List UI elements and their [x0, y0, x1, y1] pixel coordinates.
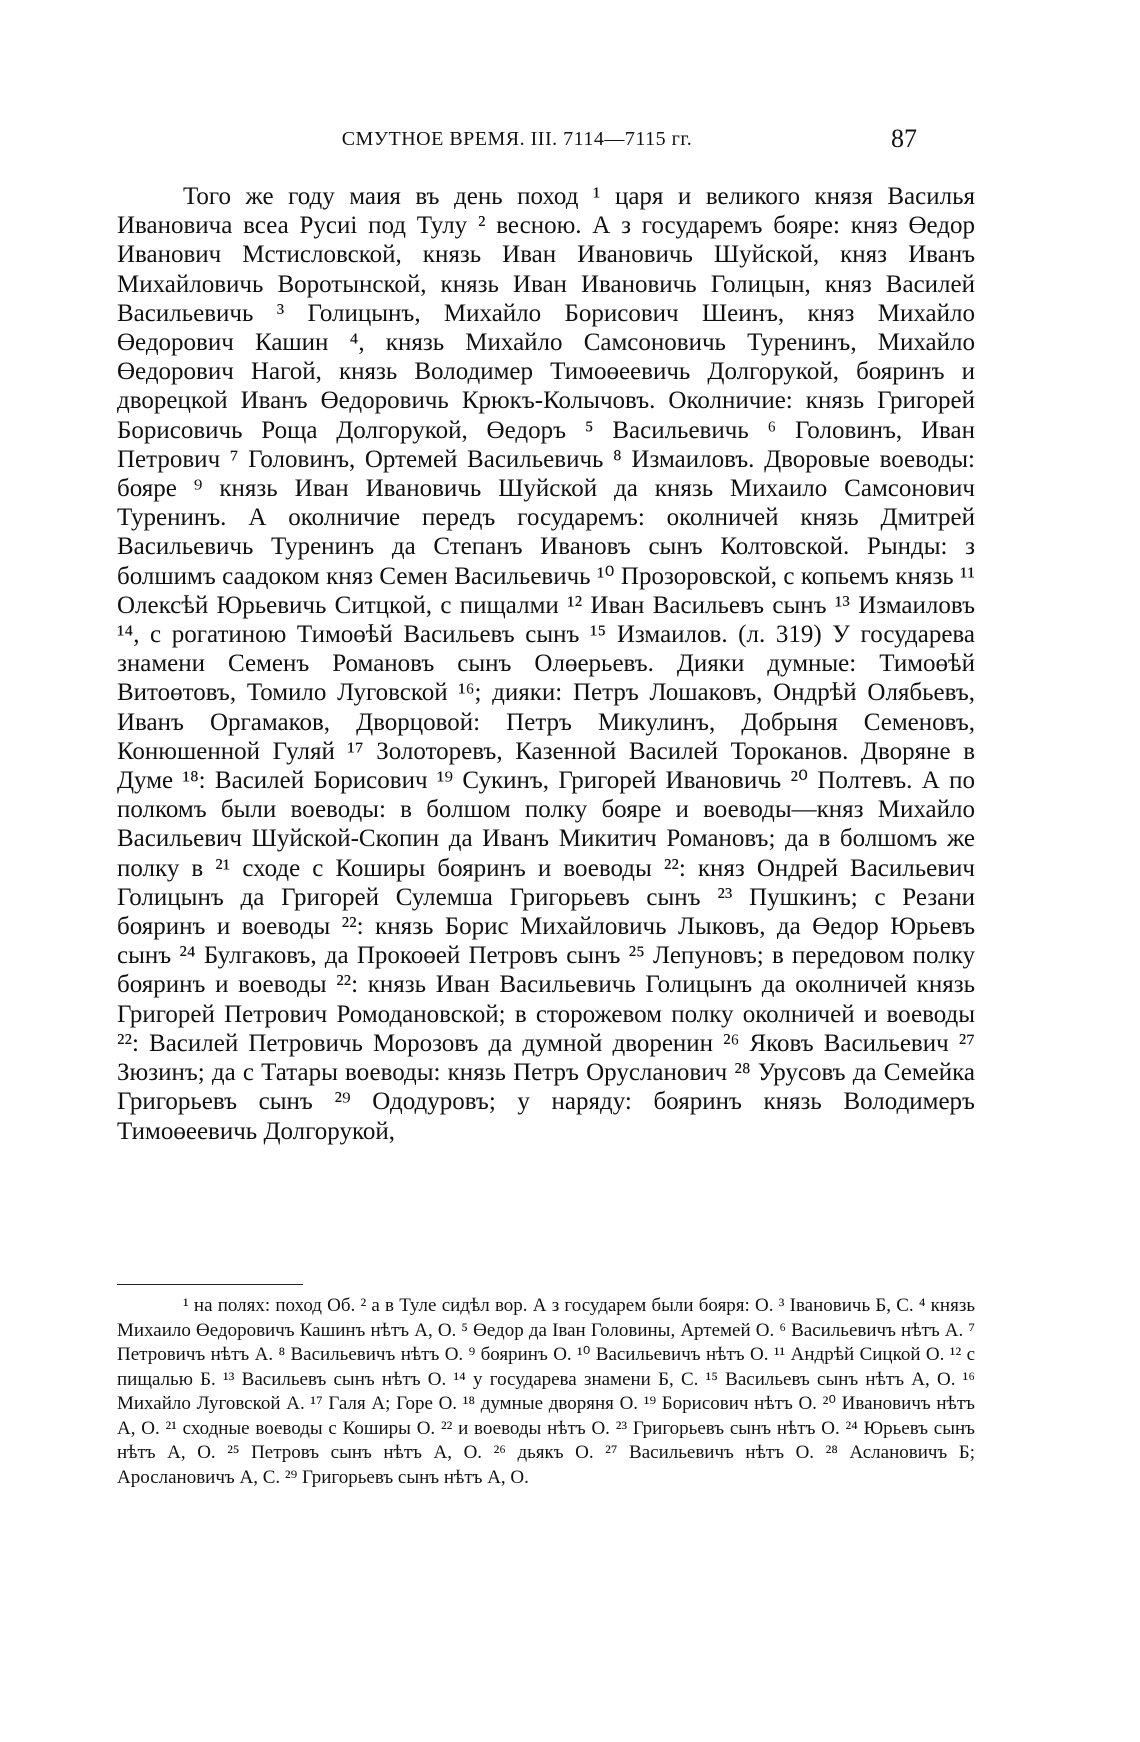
footnote-divider: [117, 1284, 303, 1285]
footnotes-paragraph: ¹ на полях: поход Об. ² а в Туле сидѣл вор. А з государем были бояря: О. ³ Івановичь Б, С. ⁴ князь Михаило Өедоровичъ Кашинъ нѣтъ А, О. ⁵ Өедор да Іван Головины, Артемей О. ⁶ Васильевичъ нѣтъ А. ⁷ Петровичъ нѣтъ А. ⁸ Васильевичъ нѣтъ О. ⁹ бояринъ О. ¹⁰ Васильевичъ нѣтъ О. ¹¹ Андрѣй Сицкой О. ¹² с пищалью Б. ¹³ Васильевъ сынъ нѣтъ О. ¹⁴ у государева знамени Б, С. ¹⁵ Васильевъ сынъ нѣтъ А, О. ¹⁶ Михайло Луговской А. ¹⁷ Галя А; Горе О. ¹⁸ думные дворяня О. ¹⁹ Борисович нѣтъ О. ²⁰ Ивановичъ нѣтъ А, О. ²¹ сходные воеводы с Коширы О. ²² и воеводы нѣтъ О. ²³ Григорьевъ сынъ нѣтъ О. ²⁴ Юрьевъ сынъ нѣтъ А, О. ²⁵ Петровъ сынъ нѣтъ А, О. ²⁶ дьякъ О. ²⁷ Васильевичъ нѣтъ О. ²⁸ Аслановичъ Б; Арослановичъ А, С. ²⁹ Григорьевъ сынъ нѣтъ А, О.: [117, 1295, 975, 1488]
main-text: [117, 182, 975, 1146]
running-title: СМУТНОЕ ВРЕМЯ. III. 7114—7115 гг.: [341, 128, 693, 150]
footnotes: [117, 1294, 975, 1490]
page-number: 87: [891, 124, 917, 153]
main-paragraph: Того же году маия въ день поход ¹ царя и великого князя Василья Ивановича всеа Русиі под Тулу ² весною. А з государемъ бояре: княз Өедор Иванович Мстисловской, князь Иван Ивановичь Шуйской, княз Иванъ Михайловичь Воротынской, князь Иван Ивановичь Голицын, княз Василей Васильевичь ³ Голицынъ, Михайло Борисович Шеинъ, княз Михайло Өедорович Кашин ⁴, князь Михайло Самсоновичь Туренинъ, Михайло Өедорович Нагой, князь Володимер Тимоөеевичь Долгорукой, бояринъ и дворецкой Иванъ Өедоровичь Крюкъ-Колычовъ. Околничие: князь Григорей Борисовичь Роща Долгорукой, Өедоръ ⁵ Васильевичь ⁶ Головинъ, Иван Петрович ⁷ Головинъ, Ортемей Васильевичь ⁸ Измаиловъ. Дворовые воеводы: бояре ⁹ князь Иван Ивановичь Шуйской да князь Михаило Самсонович Туренинъ. А околничие передъ государемъ: околничей князь Дмитрей Васильевичь Туренинъ да Степанъ Ивановъ сынъ Колтовской. Рынды: з болшимъ саадоком княз Семен Васильевичь ¹⁰ Прозоровской, с копьемъ князь ¹¹ Олексѣй Юрьевичь Ситцкой, с пищалми ¹² Иван Васильевъ сынъ ¹³ Измаиловъ ¹⁴, с рогатиною Тимоөѣй Васильевъ сынъ ¹⁵ Измаилов. (л. 319) У государева знамени Семенъ Романовъ сынъ Олөерьевъ. Дияки думные: Тимоөѣй Витоөтовъ, Томило Луговской ¹⁶; дияки: Петръ Лошаковъ, Ондрѣй Олябьевъ, Иванъ Оргамаков, Дворцовой: Петръ Микулинъ, Добрыня Семеновъ, Конюшенной Гуляй ¹⁷ Золоторевъ, Казенной Василей Тороканов. Дворяне в Думе ¹⁸: Василей Борисович ¹⁹ Сукинъ, Григорей Ивановичь ²⁰ Полтевъ. А по полкомъ были воеводы: в болшом полку бояре и воеводы—княз Михайло Васильевич Шуйской-Скопин да Иванъ Микитич Романовъ; да в болшомъ же полку в ²¹ сходе с Коширы бояринъ и воеводы ²²: княз Ондрей Васильевич Голицынъ да Григорей Сулемша Григорьевъ сынъ ²³ Пушкинъ; с Резани бояринъ и воеводы ²²: князь Борис Михайловичь Лыковъ, да Өедор Юрьевъ сынъ ²⁴ Булгаковъ, да Прокоөей Петровъ сынъ ²⁵ Лепуновъ; в передовом полку бояринъ и воеводы ²²: князь Иван Васильевичь Голицынъ да околничей князь Григорей Петрович Ромодановской; в сторожевом полку околничей и воеводы ²²: Василей Петровичь Морозовъ да думной дворенин ²⁶ Яковъ Васильевич ²⁷ Зюзинъ; да с Татары воеводы: князь Петръ Орусланович ²⁸ Урусовъ да Семейка Григорьевъ сынъ ²⁹ Ододуровъ; у наряду: бояринъ князь Володимеръ Тимоөеевичь Долгорукой,: [117, 183, 975, 1145]
running-head: [117, 124, 917, 164]
